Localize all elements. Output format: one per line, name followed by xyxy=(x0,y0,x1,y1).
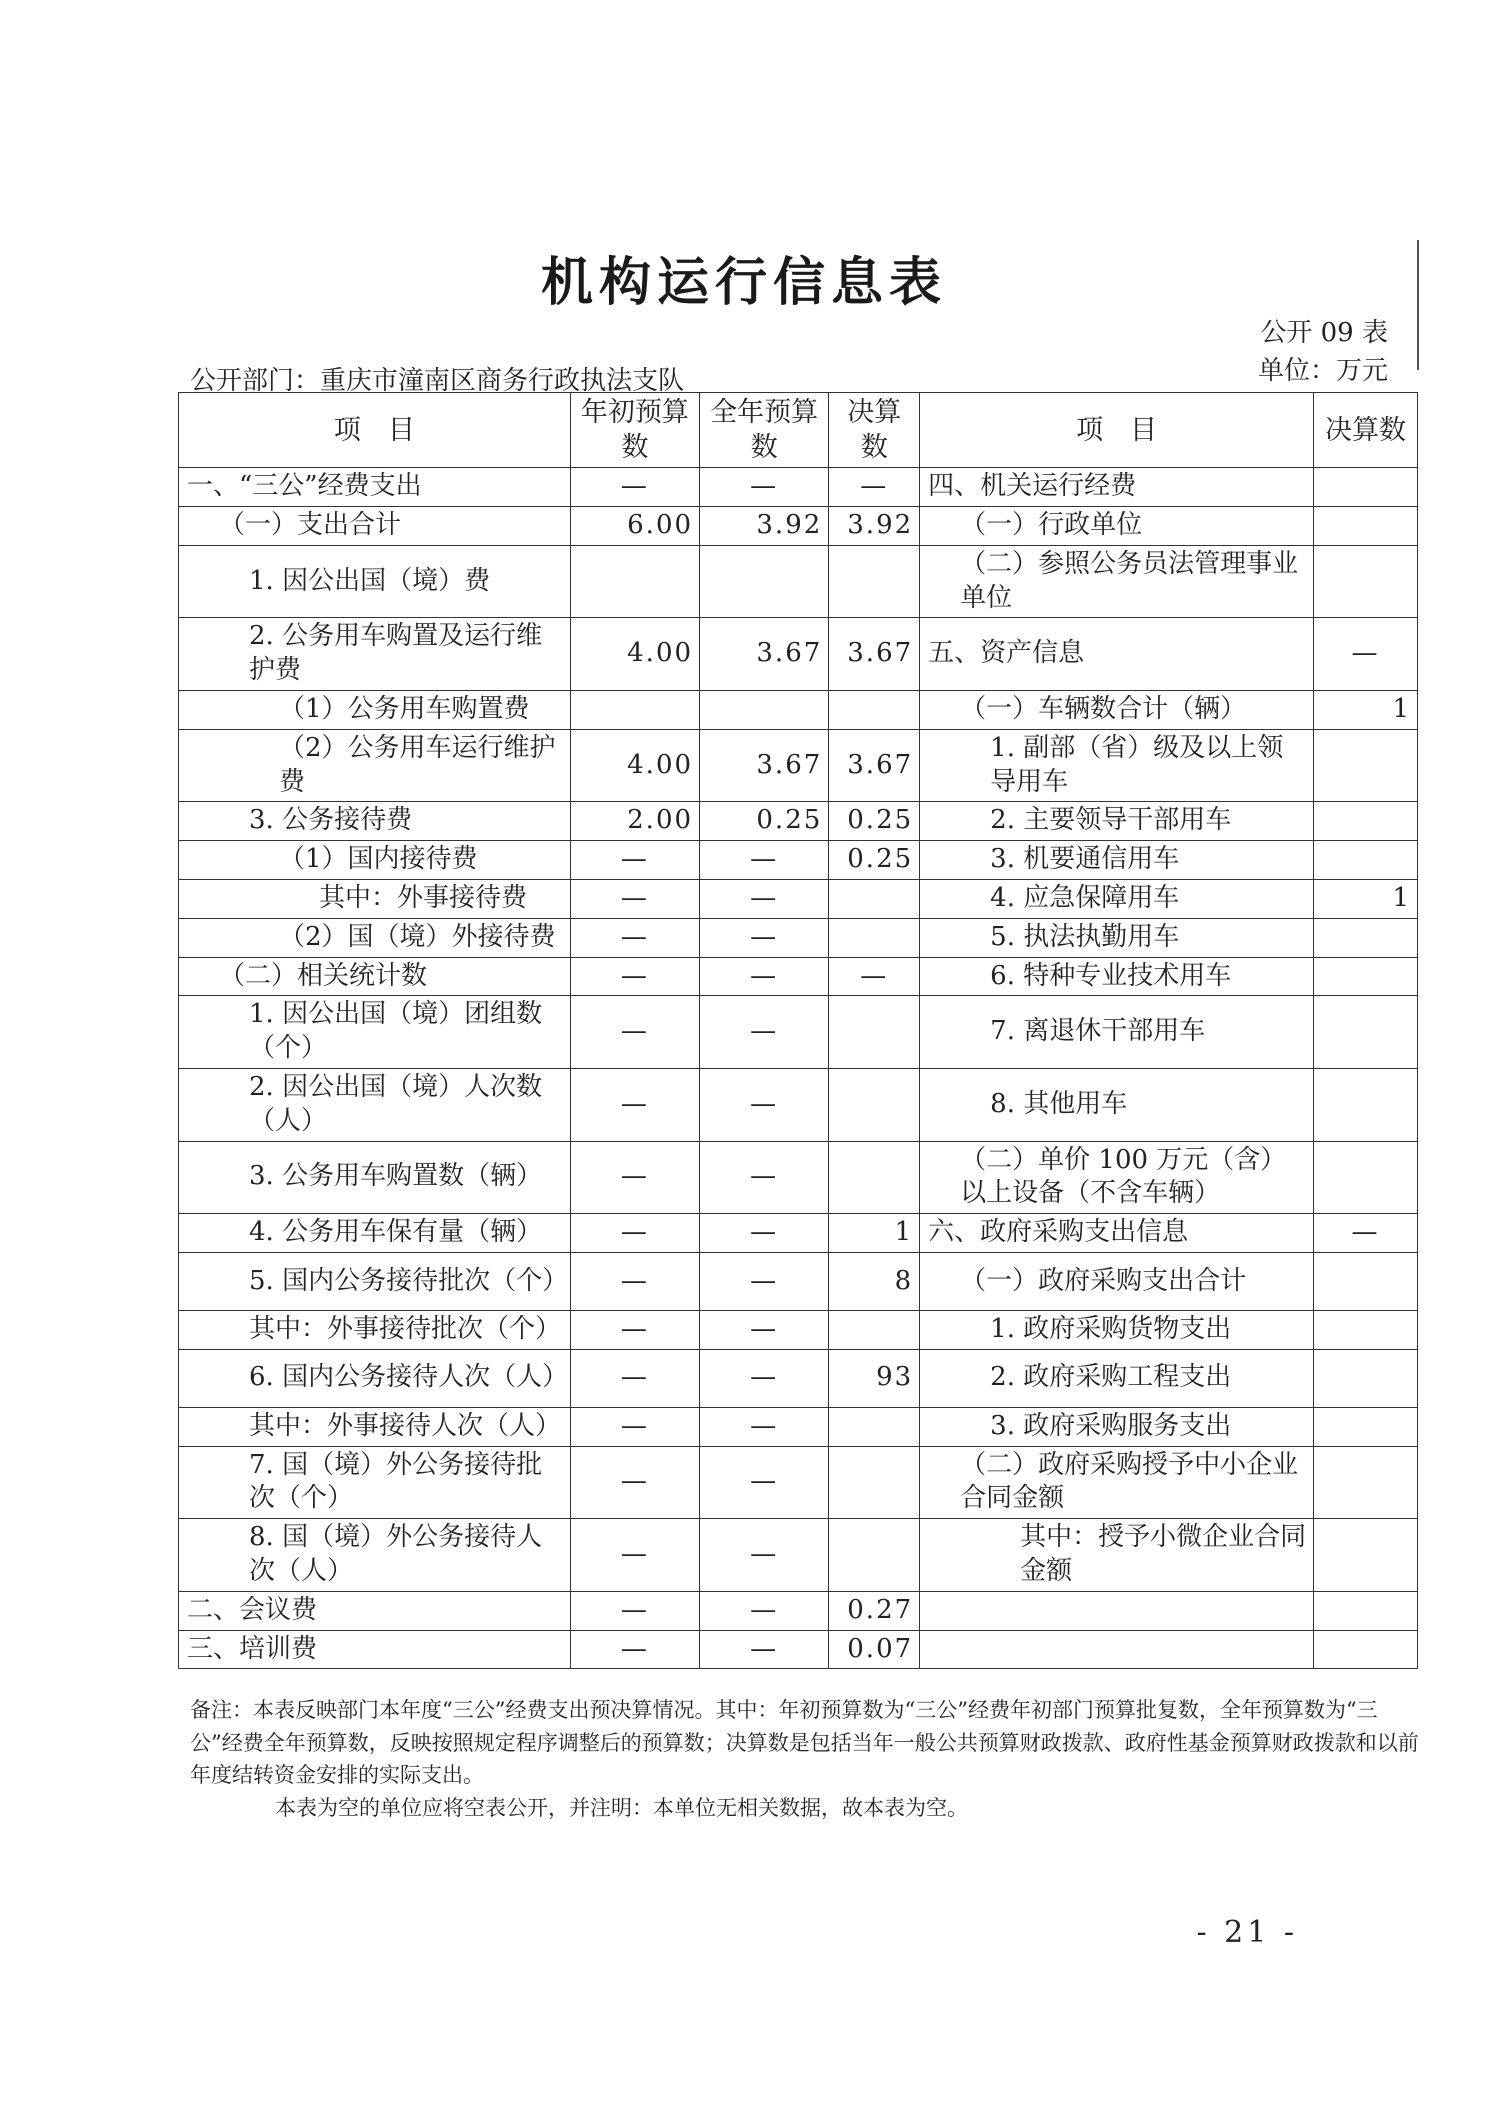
row-item-right: （一）行政单位 xyxy=(920,506,1314,545)
row-annual-budget: — xyxy=(700,918,829,957)
row-initial-budget: 6.00 xyxy=(570,506,699,545)
row-final-account-right xyxy=(1313,918,1417,957)
row-final-account-right: 1 xyxy=(1313,879,1417,918)
row-final-account-right xyxy=(1313,841,1417,880)
row-initial-budget: — xyxy=(570,468,699,507)
header-annual-budget: 全年预算数 xyxy=(700,393,829,468)
row-item-right xyxy=(920,1630,1314,1669)
row-annual-budget: — xyxy=(700,879,829,918)
row-item-right: 其中：授予小微企业合同金额 xyxy=(920,1519,1314,1592)
row-final-account xyxy=(829,918,920,957)
row-initial-budget: 2.00 xyxy=(570,802,699,841)
row-final-account-right: 1 xyxy=(1313,690,1417,729)
row-final-account-right xyxy=(1313,729,1417,802)
row-item-left: （二）相关统计数 xyxy=(179,957,571,996)
row-item-left: 1. 因公出国（境）费 xyxy=(179,545,571,618)
row-annual-budget: — xyxy=(700,1310,829,1349)
header-item-left: 项 目 xyxy=(179,393,571,468)
row-final-account-right xyxy=(1313,1407,1417,1446)
row-annual-budget: — xyxy=(700,1349,829,1407)
row-final-account: — xyxy=(829,957,920,996)
row-final-account-right xyxy=(1313,802,1417,841)
row-annual-budget: — xyxy=(700,1407,829,1446)
row-annual-budget: 3.67 xyxy=(700,729,829,802)
row-initial-budget: — xyxy=(570,1591,699,1630)
row-annual-budget xyxy=(700,545,829,618)
row-final-account: 3.92 xyxy=(829,506,920,545)
row-item-right: （二）单价 100 万元（含）以上设备（不含车辆） xyxy=(920,1141,1314,1214)
row-final-account: 0.07 xyxy=(829,1630,920,1669)
row-final-account-right xyxy=(1313,996,1417,1069)
row-item-right: 6. 特种专业技术用车 xyxy=(920,957,1314,996)
row-initial-budget: — xyxy=(570,957,699,996)
row-item-left: （2）国（境）外接待费 xyxy=(179,918,571,957)
row-initial-budget: — xyxy=(570,1519,699,1592)
table-note-2: 本表为空的单位应将空表公开，并注明：本单位无相关数据，故本表为空。 xyxy=(275,1796,968,1820)
row-initial-budget: — xyxy=(570,1252,699,1310)
row-item-left: 7. 国（境）外公务接待批次（个） xyxy=(179,1446,571,1519)
table-row xyxy=(179,957,1418,996)
row-final-account xyxy=(829,1310,920,1349)
row-final-account: 0.25 xyxy=(829,841,920,880)
table-row xyxy=(179,996,1418,1069)
row-annual-budget: — xyxy=(700,957,829,996)
row-annual-budget: — xyxy=(700,996,829,1069)
row-initial-budget: — xyxy=(570,1349,699,1407)
table-row xyxy=(179,879,1418,918)
row-item-right: 1. 副部（省）级及以上领导用车 xyxy=(920,729,1314,802)
row-initial-budget: — xyxy=(570,879,699,918)
row-initial-budget: — xyxy=(570,1407,699,1446)
row-final-account-right xyxy=(1313,1591,1417,1630)
table-row xyxy=(179,468,1418,507)
row-annual-budget: — xyxy=(700,1446,829,1519)
row-item-right: 五、资产信息 xyxy=(920,618,1314,691)
row-initial-budget: 4.00 xyxy=(570,729,699,802)
row-annual-budget: — xyxy=(700,841,829,880)
table-row xyxy=(179,1630,1418,1669)
row-final-account-right: — xyxy=(1313,1214,1417,1253)
row-item-left: 2. 因公出国（境）人次数（人） xyxy=(179,1068,571,1141)
row-final-account: 3.67 xyxy=(829,729,920,802)
table-row xyxy=(179,618,1418,691)
row-item-right: （一）车辆数合计（辆） xyxy=(920,690,1314,729)
row-annual-budget: — xyxy=(700,468,829,507)
row-final-account-right xyxy=(1313,1519,1417,1592)
row-final-account: 0.25 xyxy=(829,802,920,841)
page-title: 机构运行信息表 xyxy=(540,253,947,313)
row-item-right: 4. 应急保障用车 xyxy=(920,879,1314,918)
table-row xyxy=(179,1068,1418,1141)
row-item-right: 六、政府采购支出信息 xyxy=(920,1214,1314,1253)
row-initial-budget: — xyxy=(570,1630,699,1669)
row-item-left: 1. 因公出国（境）团组数（个） xyxy=(179,996,571,1069)
row-item-right: 7. 离退休干部用车 xyxy=(920,996,1314,1069)
row-final-account: 0.27 xyxy=(829,1591,920,1630)
row-final-account-right xyxy=(1313,1349,1417,1407)
row-final-account: 3.67 xyxy=(829,618,920,691)
header-initial-budget: 年初预算数 xyxy=(570,393,699,468)
row-item-left: 5. 国内公务接待批次（个） xyxy=(179,1252,571,1310)
table-row xyxy=(179,729,1418,802)
row-item-right: 3. 政府采购服务支出 xyxy=(920,1407,1314,1446)
row-final-account-right xyxy=(1313,545,1417,618)
row-final-account: 1 xyxy=(829,1214,920,1253)
row-item-right: 8. 其他用车 xyxy=(920,1068,1314,1141)
row-initial-budget: — xyxy=(570,1446,699,1519)
table-row xyxy=(179,1591,1418,1630)
row-final-account xyxy=(829,1519,920,1592)
row-annual-budget: 3.67 xyxy=(700,618,829,691)
row-item-left: 3. 公务用车购置数（辆） xyxy=(179,1141,571,1214)
row-item-right: 3. 机要通信用车 xyxy=(920,841,1314,880)
row-item-left: 其中：外事接待批次（个） xyxy=(179,1310,571,1349)
row-final-account-right xyxy=(1313,1141,1417,1214)
row-final-account xyxy=(829,996,920,1069)
row-annual-budget: — xyxy=(700,1214,829,1253)
row-final-account-right xyxy=(1313,1310,1417,1349)
info-table xyxy=(178,392,1418,1669)
row-item-left: 8. 国（境）外公务接待人次（人） xyxy=(179,1519,571,1592)
table-row xyxy=(179,1141,1418,1214)
table-row xyxy=(179,918,1418,957)
row-final-account xyxy=(829,1141,920,1214)
table-row xyxy=(179,802,1418,841)
row-item-left: 三、培训费 xyxy=(179,1630,571,1669)
row-final-account xyxy=(829,1407,920,1446)
row-initial-budget: — xyxy=(570,996,699,1069)
row-item-left: 4. 公务用车保有量（辆） xyxy=(179,1214,571,1253)
table-row xyxy=(179,1310,1418,1349)
row-item-left: 其中：外事接待费 xyxy=(179,879,571,918)
table-note: 备注：本表反映部门本年度“三公”经费支出预决算情况。其中：年初预算数为“三公”经费年初部门预算批复数，全年预算数为“三公”经费全年预算数，反映按照规定程序调整后的预算数；决算数是包括当年一般公共预算财政拨款、政府性基金预算财政拨款和以前年度结转资金安排的实际支出。 xyxy=(190,1698,1419,1788)
row-initial-budget: — xyxy=(570,1141,699,1214)
table-row xyxy=(179,1519,1418,1592)
row-item-left: 二、会议费 xyxy=(179,1591,571,1630)
unit-label: 单位：万元 xyxy=(1257,356,1388,386)
row-final-account: 8 xyxy=(829,1252,920,1310)
row-item-left: （一）支出合计 xyxy=(179,506,571,545)
row-annual-budget: 0.25 xyxy=(700,802,829,841)
row-initial-budget: — xyxy=(570,841,699,880)
row-item-right: 2. 主要领导干部用车 xyxy=(920,802,1314,841)
row-final-account-right xyxy=(1313,506,1417,545)
row-final-account xyxy=(829,690,920,729)
row-initial-budget: 4.00 xyxy=(570,618,699,691)
row-item-left: （1）公务用车购置费 xyxy=(179,690,571,729)
row-annual-budget: — xyxy=(700,1519,829,1592)
row-item-right: （二）参照公务员法管理事业单位 xyxy=(920,545,1314,618)
row-item-right: 1. 政府采购货物支出 xyxy=(920,1310,1314,1349)
row-annual-budget: — xyxy=(700,1252,829,1310)
margin-line xyxy=(1417,240,1419,370)
row-item-left: 其中：外事接待人次（人） xyxy=(179,1407,571,1446)
row-annual-budget: 3.92 xyxy=(700,506,829,545)
table-row xyxy=(179,545,1418,618)
row-annual-budget: — xyxy=(700,1141,829,1214)
row-initial-budget xyxy=(570,690,699,729)
page-number: - 21 - xyxy=(1196,1915,1298,1950)
row-final-account xyxy=(829,545,920,618)
row-item-right: 2. 政府采购工程支出 xyxy=(920,1349,1314,1407)
row-initial-budget: — xyxy=(570,918,699,957)
row-item-right xyxy=(920,1591,1314,1630)
row-final-account xyxy=(829,1446,920,1519)
table-row xyxy=(179,1446,1418,1519)
header-item-right: 项 目 xyxy=(920,393,1314,468)
row-item-left: （2）公务用车运行维护费 xyxy=(179,729,571,802)
row-final-account xyxy=(829,1068,920,1141)
row-final-account-right xyxy=(1313,1252,1417,1310)
department-label: 公开部门：重庆市潼南区商务行政执法支队 xyxy=(190,366,685,396)
row-final-account-right: — xyxy=(1313,618,1417,691)
row-final-account-right xyxy=(1313,1630,1417,1669)
row-final-account-right xyxy=(1313,1446,1417,1519)
table-row xyxy=(179,1349,1418,1407)
row-annual-budget xyxy=(700,690,829,729)
table-row xyxy=(179,1252,1418,1310)
row-annual-budget: — xyxy=(700,1591,829,1630)
row-item-right: （一）政府采购支出合计 xyxy=(920,1252,1314,1310)
row-annual-budget: — xyxy=(700,1630,829,1669)
row-final-account-right xyxy=(1313,468,1417,507)
table-row xyxy=(179,841,1418,880)
header-final-account-right: 决算数 xyxy=(1313,393,1417,468)
row-initial-budget xyxy=(570,545,699,618)
row-item-right: 5. 执法执勤用车 xyxy=(920,918,1314,957)
row-initial-budget: — xyxy=(570,1068,699,1141)
table-row xyxy=(179,690,1418,729)
row-final-account xyxy=(829,879,920,918)
row-final-account: 93 xyxy=(829,1349,920,1407)
header-final-account: 决算数 xyxy=(829,393,920,468)
row-item-left: 6. 国内公务接待人次（人） xyxy=(179,1349,571,1407)
row-item-left: 2. 公务用车购置及运行维护费 xyxy=(179,618,571,691)
row-item-left: 一、“三公”经费支出 xyxy=(179,468,571,507)
row-item-right: 四、机关运行经费 xyxy=(920,468,1314,507)
row-item-left: 3. 公务接待费 xyxy=(179,802,571,841)
table-row xyxy=(179,506,1418,545)
row-initial-budget: — xyxy=(570,1214,699,1253)
row-initial-budget: — xyxy=(570,1310,699,1349)
row-item-left: （1）国内接待费 xyxy=(179,841,571,880)
row-item-right: （二）政府采购授予中小企业合同金额 xyxy=(920,1446,1314,1519)
form-number: 公开 09 表 xyxy=(1260,318,1388,348)
table-row xyxy=(179,1407,1418,1446)
table-row xyxy=(179,1214,1418,1253)
row-final-account-right xyxy=(1313,1068,1417,1141)
row-annual-budget: — xyxy=(700,1068,829,1141)
row-final-account: — xyxy=(829,468,920,507)
row-final-account-right xyxy=(1313,957,1417,996)
